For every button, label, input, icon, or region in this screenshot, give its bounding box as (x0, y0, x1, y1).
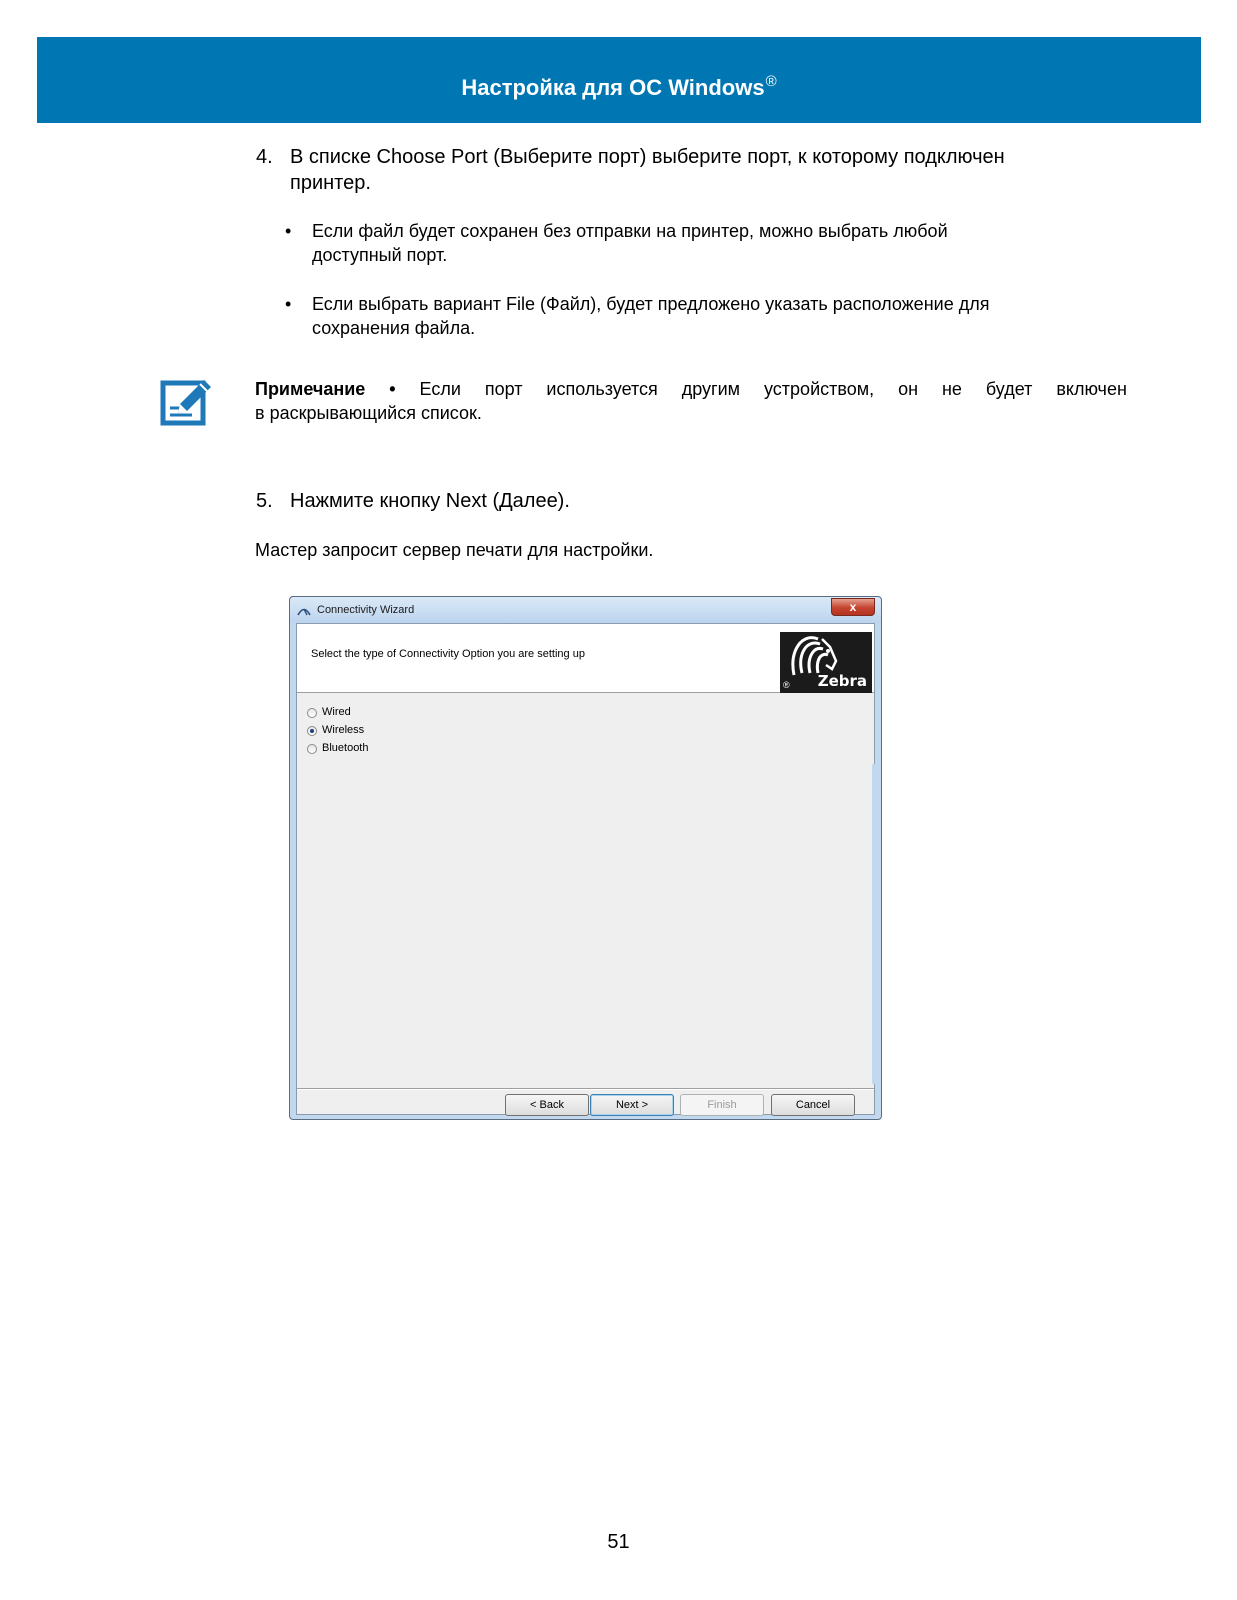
note-text (255, 377, 1127, 425)
dialog-titlebar[interactable] (290, 597, 881, 623)
bullet-marker: • (285, 294, 292, 314)
radio-button[interactable] (307, 708, 317, 718)
step-number: 5. (256, 490, 273, 512)
radio-button-checked[interactable] (307, 726, 317, 736)
bullet-item (285, 219, 1085, 267)
close-button[interactable]: x (831, 598, 875, 616)
finish-button[interactable]: Finish (680, 1094, 764, 1116)
cancel-button[interactable]: Cancel (771, 1094, 855, 1116)
note-line2: в раскрывающийся список. (255, 403, 482, 423)
option-label: Bluetooth (322, 742, 369, 754)
next-button[interactable]: Next > (590, 1094, 674, 1116)
body-paragraph: Мастер запросит сервер печати для настройки. (255, 540, 654, 560)
side-strip (872, 764, 875, 1084)
step-4 (256, 144, 1156, 196)
note-word: он (898, 379, 919, 399)
note-line1 (255, 377, 1127, 401)
step-text: Нажмите кнопку Next (Далее). (290, 490, 570, 512)
page-number: 51 (607, 1531, 630, 1553)
wizard-banner (297, 624, 874, 693)
dialog-body (296, 623, 875, 1115)
registered-mark: ® (765, 73, 777, 90)
wizard-app-icon (297, 603, 311, 613)
bullet-marker: • (285, 221, 292, 241)
step-number: 4. (256, 146, 273, 168)
note-label: Примечание (255, 379, 366, 399)
step-text-line1: В списке Choose Port (Выберите порт) выберите порт, к которому подключен (290, 146, 1005, 168)
note-word: другим (681, 379, 741, 399)
zebra-head-icon (786, 635, 846, 677)
note-separator: • (389, 379, 396, 399)
radio-button[interactable] (307, 744, 317, 754)
button-separator (297, 1088, 874, 1090)
dialog-title: Connectivity Wizard (317, 604, 415, 616)
note-word: не (941, 379, 962, 399)
bullet-text-line2: сохранения файла. (312, 318, 476, 338)
back-button[interactable]: < Back (505, 1094, 589, 1116)
bullet-text-line1: Если файл будет сохранен без отправки на принтер, можно выбрать любой (312, 221, 948, 241)
logo-text: Zebra (817, 672, 867, 690)
option-label: Wired (322, 706, 351, 718)
step-5 (256, 488, 856, 514)
header-bar (37, 37, 1201, 123)
note-word: будет (985, 379, 1033, 399)
bullet-text-line2: доступный порт. (312, 245, 448, 265)
note-word: используется (546, 379, 658, 399)
header-title: Настройка для ОС Windows® (461, 73, 777, 100)
bullet-text-line1: Если выбрать вариант File (Файл), будет предложено указать расположение для (312, 294, 990, 314)
logo-registered-mark: ® (783, 680, 790, 690)
note-word: порт (484, 379, 523, 399)
connectivity-wizard-dialog (289, 596, 882, 1120)
option-label: Wireless (322, 724, 365, 736)
note-word: устройством, (764, 379, 875, 399)
step-text-line2: принтер. (290, 172, 371, 194)
note-edit-icon (160, 374, 214, 428)
note-word: включен (1056, 379, 1127, 399)
zebra-logo (780, 632, 872, 693)
note-word: Если (419, 379, 461, 399)
banner-instruction: Select the type of Connectivity Option you are setting up (311, 648, 585, 660)
bullet-item (285, 292, 1085, 340)
